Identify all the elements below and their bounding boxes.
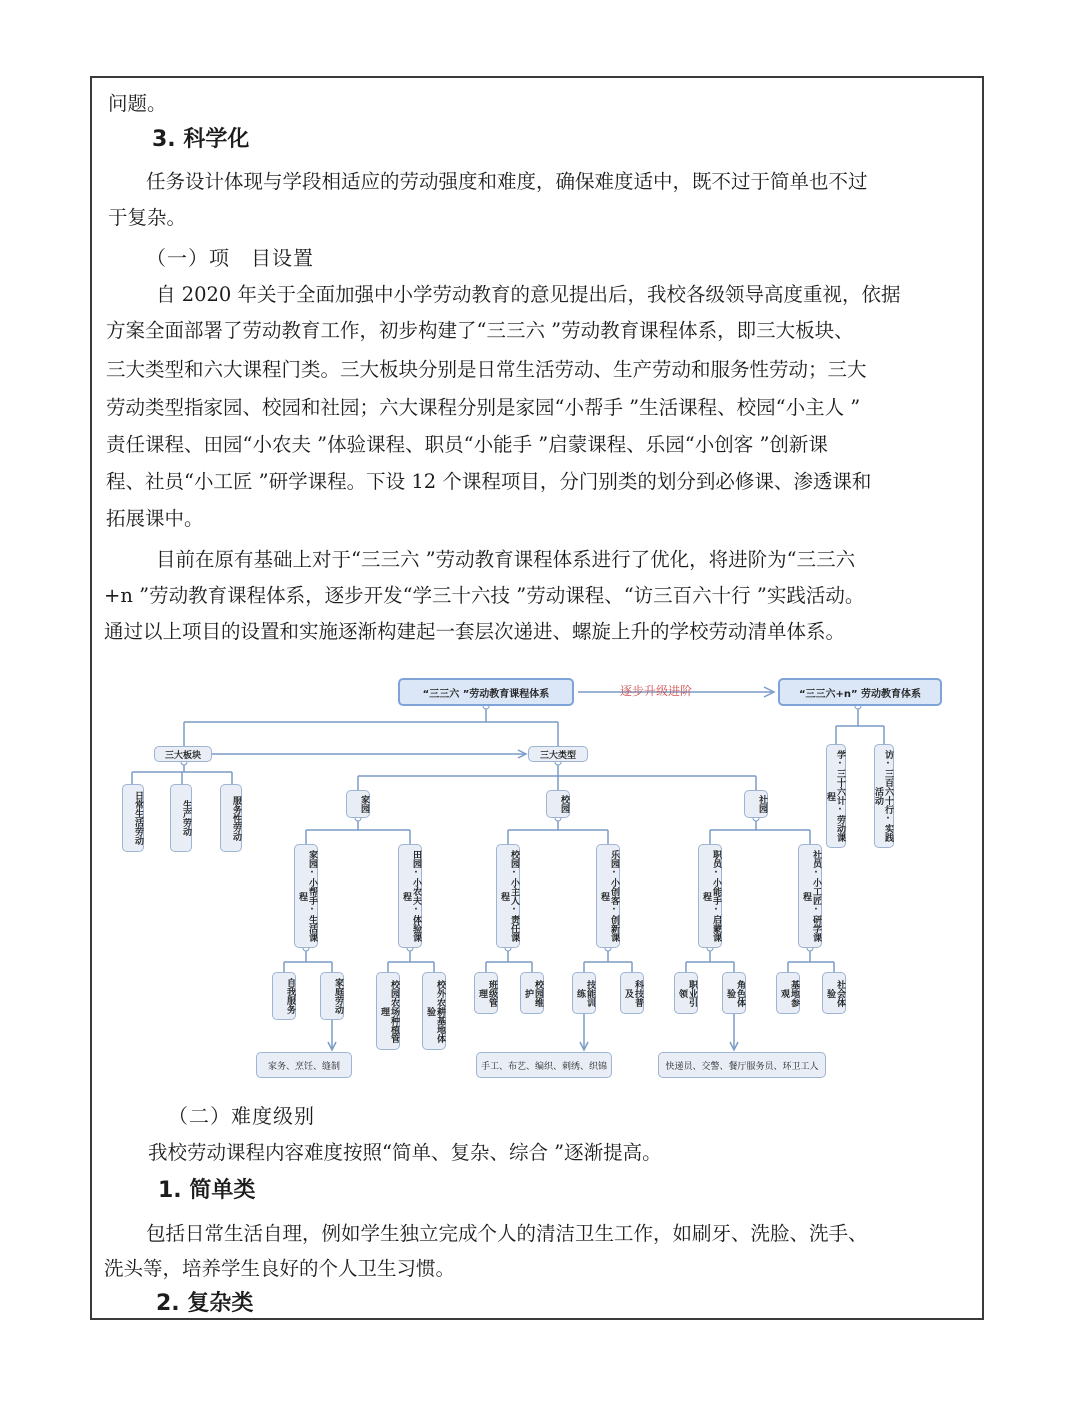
course-node: 家园·小帮手·生活课程 [294, 844, 318, 948]
text-line: 任务设计体现与学段相适应的劳动强度和难度，确保难度适中，既不过于简单也不过 [146, 170, 868, 193]
text-line: 自 2020 年关于全面加强中小学劳动教育的意见提出后，我校各级领导高度重视，依据 [156, 283, 901, 306]
plate-node: 生产劳动 [170, 784, 192, 852]
node-three-plates: 三大板块 [154, 746, 212, 762]
text-line: 三大类型和六大课程门类。三大板块分别是日常生活劳动、生产劳动和服务性劳动；三大 [106, 358, 867, 381]
plate-node: 日常生活劳动 [122, 784, 144, 852]
detail-node: 家务、烹饪、缝制 [256, 1052, 352, 1078]
course-node: 田园·小农夫·体验课程 [398, 844, 422, 948]
plate-node: 服务性劳动 [220, 784, 242, 852]
text-line: 包括日常生活自理，例如学生独立完成个人的清洁卫生工作，如刷牙、洗脸、洗手、 [146, 1222, 868, 1245]
text-line: 方案全面部署了劳动教育工作，初步构建了“三三六 ”劳动教育课程体系，即三大板块、 [106, 319, 854, 342]
heading-scientific: 3. 科学化 [152, 127, 250, 152]
root-node-three-three-six: “三三六 ”劳动教育课程体系 [398, 678, 574, 706]
text-line: +n ”劳动教育课程体系，逐步开发“学三十六技 ”劳动课程、“访三百六十行 ”实践活动。 [104, 584, 865, 607]
project-node: 班级管理 [474, 972, 498, 1014]
text-line: 通过以上项目的设置和实施逐渐构建起一套层次递进、螺旋上升的学校劳动清单体系。 [104, 620, 846, 643]
course-node: 社员·小工匠·研学课程 [798, 844, 822, 948]
project-node: 社会体验 [822, 972, 846, 1014]
heading-complex: 2. 复杂类 [156, 1291, 254, 1316]
text-line: 洗头等，培养学生良好的个人卫生习惯。 [104, 1257, 456, 1280]
n-item-node: 学·三十六计·劳动课程 [826, 744, 846, 848]
detail-node: 快递员、交警、餐厅服务员、环卫工人 [658, 1052, 826, 1078]
curriculum-diagram [108, 664, 968, 1094]
heading-simple: 1. 简单类 [158, 1178, 256, 1203]
project-node: 校外农耕基地体验 [422, 972, 446, 1050]
text-line: 我校劳动课程内容难度按照“简单、复杂、综合 ”逐渐提高。 [148, 1141, 662, 1164]
n-item-node: 访·三百六十行·实践活动 [874, 744, 894, 848]
text-line: 目前在原有基础上对于“三三六 ”劳动教育课程体系进行了优化，将进阶为“三三六 [156, 548, 856, 571]
project-node: 技能训练 [572, 972, 596, 1014]
text-line: 程、社员“小工匠 ”研学课程。下设 12 个课程项目，分门别类的划分到必修课、渗透课和 [106, 470, 872, 493]
arrow-label: 逐步升级进阶 [620, 684, 693, 698]
connector-lines [108, 664, 968, 1094]
project-node: 校园维护 [520, 972, 544, 1014]
text-line: 拓展课中。 [106, 507, 204, 530]
course-node: 校园·小主人·责任课程 [496, 844, 520, 948]
text-line: 于复杂。 [108, 206, 187, 229]
course-node: 乐园·小创客·创新课程 [596, 844, 620, 948]
text-line: 劳动类型指家园、校园和社园；六大课程分别是家园“小帮手 ”生活课程、校园“小主人 ” [106, 396, 861, 419]
type-node: 校园 [546, 790, 570, 818]
node-three-types: 三大类型 [528, 746, 588, 762]
project-node: 自我服务 [272, 972, 296, 1020]
text-line: 问题。 [108, 92, 167, 115]
subheading-project-setup: （一）项 目设置 [146, 246, 314, 270]
type-node: 社园 [744, 790, 768, 818]
detail-node: 手工、布艺、编织、刺绣、织锦 [476, 1052, 612, 1078]
root-node-three-three-six-n: “三三六+n” 劳动教育体系 [778, 678, 942, 706]
course-node: 职员·小能手·启蒙课程 [698, 844, 722, 948]
project-node: 校园农场种植管理 [376, 972, 400, 1050]
project-node: 科技普及 [620, 972, 644, 1014]
project-node: 家庭劳动 [320, 972, 344, 1020]
subheading-difficulty-level: （二）难度级别 [168, 1104, 315, 1128]
type-node: 家园 [346, 790, 370, 818]
project-node: 角色体验 [722, 972, 746, 1014]
project-node: 职业引领 [674, 972, 698, 1014]
project-node: 基地参观 [776, 972, 800, 1014]
text-line: 责任课程、田园“小农夫 ”体验课程、职员“小能手 ”启蒙课程、乐园“小创客 ”创新课 [106, 433, 828, 456]
